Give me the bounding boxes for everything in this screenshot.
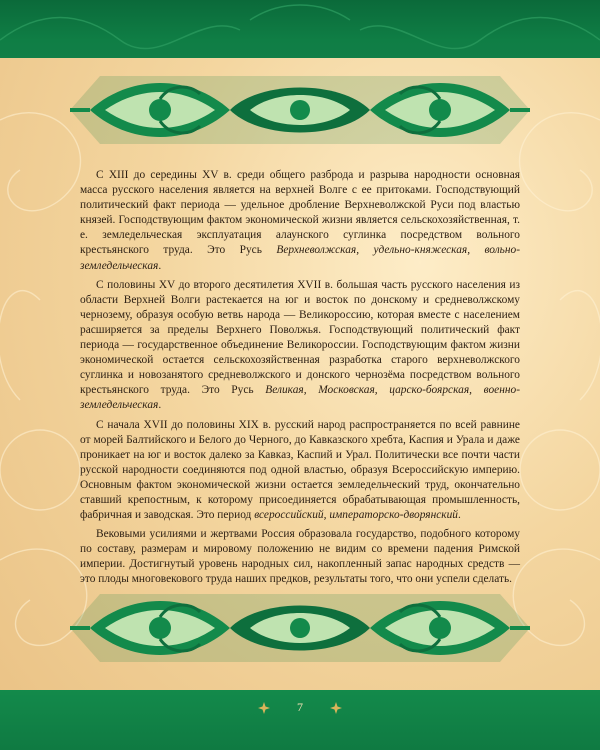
header-pattern (0, 0, 600, 58)
right-fleuron-icon (329, 701, 343, 715)
paragraph: С XIII до середины XV в. среди общего разброда и разрыва народности основная масса русского населения является на верхней Волге с ее притоками. Господствующий политический факт периода — удельное дробление Верхневолжской Руси под властью князей. Господствующим фактом экономической жизни является сельскохозяйственная, т. е. земледельческая эксплуатация алаунского суглинка посредством вольного крестьянского труда. Это Русь Верхневолжская, удельно-княжеская, вольно-земледельческая. (80, 169, 520, 272)
bottom-ornament (70, 582, 530, 674)
paragraph: С начала XVII до половины XIX в. русский народ распространяется по всей равнине от морей Балтийского и Белого до Черного, до Кавказского хребта, Каспия и Урала и даже проникает на юг и восток далеко за Кавказ, Каспий и Урал. Политически все почти части русской народности соединяются под одной властью, образуя Всероссийскую империю. Основным фактом экономической жизни остается земледельческий труд, окончательно ставший крепостным, к которому присоединяется обрабатывающая промышленность, фабричная и заводская. Это период всероссийский, императорско-дворянский. (80, 418, 520, 522)
page-number: 7 (297, 700, 303, 714)
paragraph: Вековыми усилиями и жертвами Россия образовала государство, подобного которому по составу, размерам и мировому положению не видим со времени падения Римской империи. Достигнутый уровень народных сил, накопленный запас народных средств — это плоды многовекового труда наших предков, результаты того, что они успели сделать. (80, 528, 520, 586)
main-text (80, 168, 520, 592)
top-ornament (70, 64, 530, 156)
paragraph: С половины XV до второго десятилетия XVII в. большая часть русского населения из области Верхней Волги растекается на юг и восток по донскому и средневолжскому чернозему, образуя особую ветвь народа — Великороссию, которая вместе с населением расширяется за пределы Верхнего Поволжья. Господствующий политический факт периода — государственное объединение Великороссии. Господствующим фактом жизни экономической остается сельскохозяйственная разработка старого верхневолжского суглинка и новозанятого средневолжского и донского чернозёма посредством вольного крестьянского труда. Это Русь Великая, Московская, царско-боярская, военно-земледельческая. (80, 278, 520, 412)
header-band (0, 0, 600, 58)
footer-band (0, 690, 600, 750)
